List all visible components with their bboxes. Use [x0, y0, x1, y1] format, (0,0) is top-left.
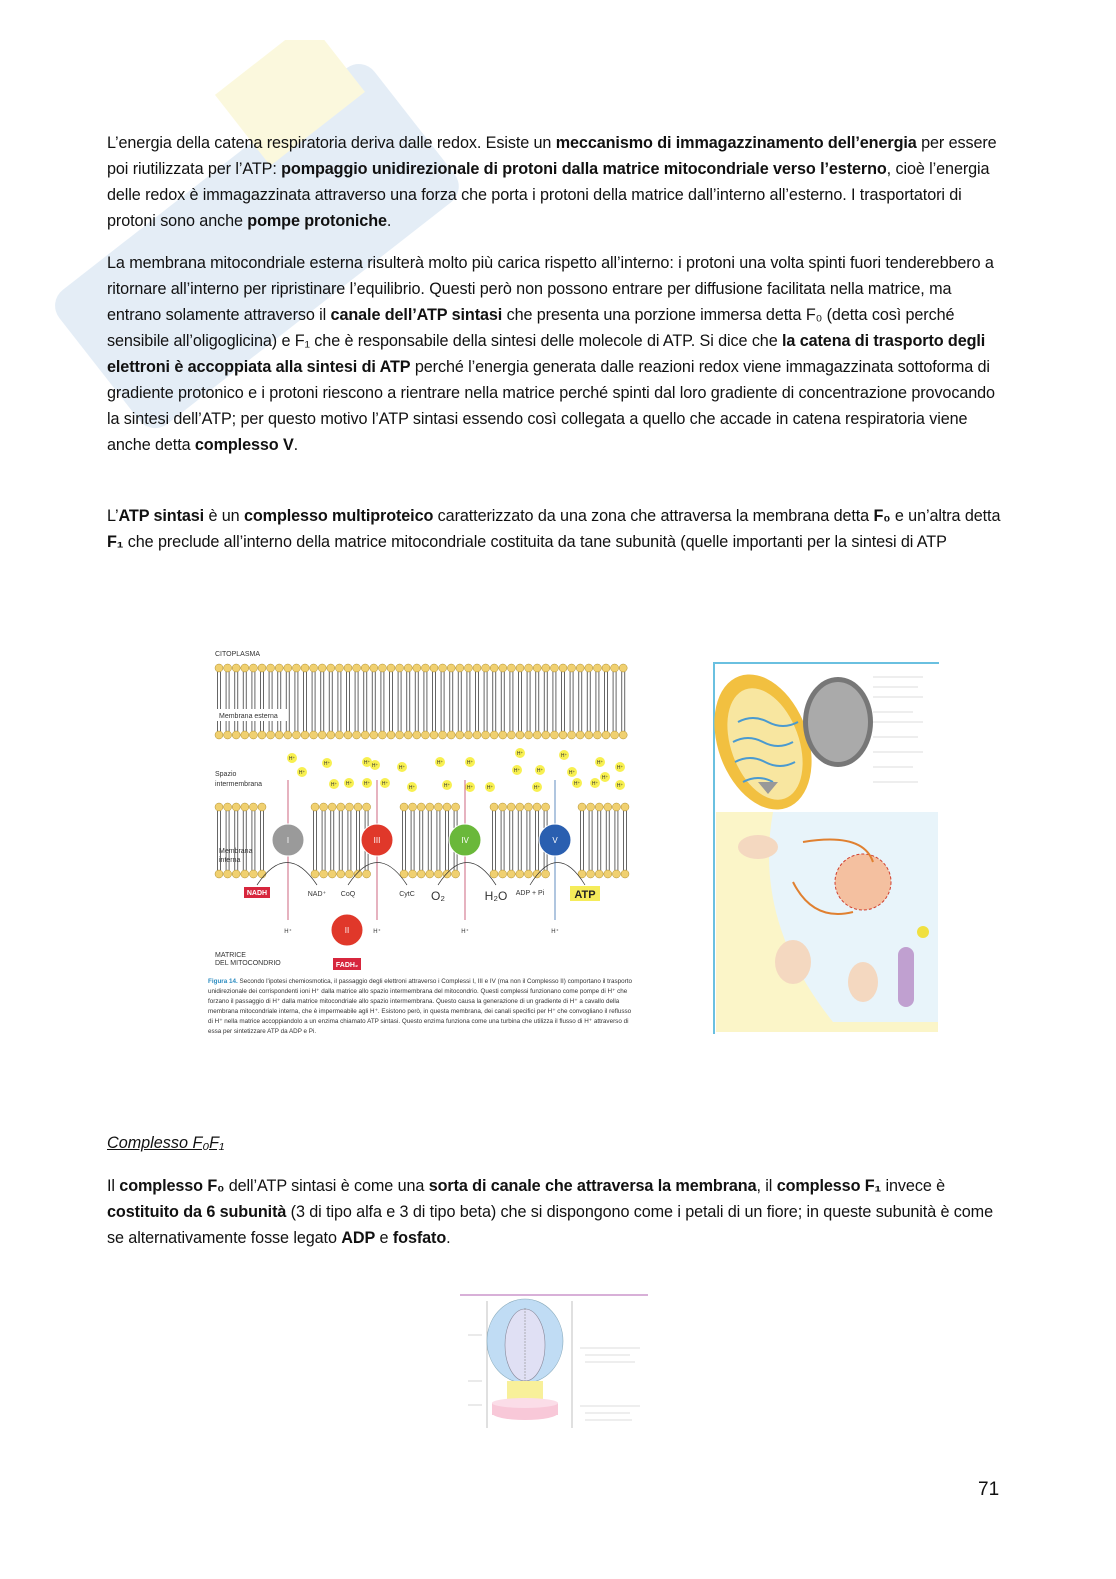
lipid-head [464, 731, 472, 739]
proton-label: H⁺ [398, 765, 406, 771]
lipid-head [443, 803, 451, 811]
text-segment: e [375, 1229, 393, 1247]
lipid-head [363, 870, 371, 878]
bold-text: la catena di trasporto degli elettroni è accoppiata alla sintesi di ATP [107, 332, 986, 376]
section-heading-complesso-f0f1: Complesso F₀F₁ [107, 1134, 225, 1152]
text-segment: La membrana mitocondriale esterna risulterà molto più carica rispetto all’interno: i protoni una volta spinti fuori tenderebbero a ritornare all’interno per ripristinare l’equilibrio. Questi però non possono entrare per diffusione facilitata nella matrice, ma entrano solamente attraverso il [107, 254, 994, 324]
lipid-head [524, 803, 532, 811]
text-segment: e un’altra detta [890, 507, 1001, 525]
label-inner-membrane-1: Membrana [219, 848, 253, 855]
electron-path [438, 863, 496, 886]
text-segment: è un [204, 507, 244, 525]
lipid-head [258, 731, 266, 739]
lipid-head [593, 731, 601, 739]
lipid-head [378, 664, 386, 672]
lipid-head [612, 870, 620, 878]
lipid-head [619, 731, 627, 739]
lipid-head [456, 664, 464, 672]
lipid-head [249, 803, 257, 811]
lipid-head [576, 664, 584, 672]
proton-label: H⁺ [601, 775, 609, 781]
proton-label: H⁺ [323, 761, 331, 767]
electron-path [257, 863, 317, 886]
lipid-head [409, 803, 417, 811]
lipid-head [335, 731, 343, 739]
lipid-head [619, 664, 627, 672]
lipid-head [361, 731, 369, 739]
complex-label: II [344, 926, 350, 935]
label-intermembrane-1: Spazio [215, 771, 237, 778]
lipid-head [241, 870, 249, 878]
page-number: 71 [978, 1479, 1000, 1500]
lipid-head [241, 731, 249, 739]
lipid-head [417, 803, 425, 811]
lipid-head [215, 870, 223, 878]
paragraph-f0f1-complex [107, 1173, 1007, 1251]
text-segment: caratterizzato da una zona che attraversa la membrana detta [433, 507, 874, 525]
lipid-head [267, 731, 275, 739]
proton-markers [287, 748, 625, 792]
label-atp: ATP [574, 889, 596, 901]
lipid-head [550, 664, 558, 672]
label-matrix-2: DEL MITOCONDRIO [215, 960, 281, 967]
proton-label: H⁺ [486, 785, 494, 791]
complex-label: V [552, 836, 558, 845]
bold-text: fosfato [392, 1229, 447, 1247]
bold-text: pompe protoniche [247, 212, 387, 230]
proton-label: H⁺ [513, 768, 521, 774]
paragraph-atp-synthase-structure [107, 503, 1007, 555]
lipid-head [417, 870, 425, 878]
lipid-head [353, 731, 361, 739]
proton-label: H⁺ [616, 765, 624, 771]
lipid-head [378, 731, 386, 739]
lipid-head [249, 731, 257, 739]
lipid-head [335, 664, 343, 672]
lipid-head [258, 664, 266, 672]
lipid-head [516, 731, 524, 739]
label-nad: NAD⁺ [307, 891, 327, 898]
lipid-head [602, 664, 610, 672]
lipid-head [612, 803, 620, 811]
lipid-head [301, 664, 309, 672]
lipid-head [516, 803, 524, 811]
text-segment: , cioè l’energia delle redox è immagazzinata attraverso una forza che porta i protoni della matrice dall’interno all’esterno. I trasportatori di protoni sono anche [107, 160, 990, 230]
lipid-head [318, 664, 326, 672]
proton-label: H⁺ [591, 781, 599, 787]
text-segment: invece è [881, 1177, 946, 1195]
lipid-head [396, 664, 404, 672]
bold-text: ADP [341, 1229, 376, 1247]
label-cytoplasm: CITOPLASMA [215, 651, 260, 658]
caption-text: Secondo l'ipotesi chemiosmotica, il passaggio degli elettroni attraverso i Complessi I, III e IV (ma non il Complesso II) comportano il trasporto unidirezionale dei corrispondenti ioni H⁺ dalla matrice allo spazio intermembrana del mitocondrio. Questi complessi funzionano come pompe di H⁺ che forzano il passaggio di H⁺ dalla matrice mitocondriale allo spazio intermembrana. Questo causa la generazione di un gradiente di H⁺ a cavallo della membrana mitocondriale interna, che è impermeabile agli H⁺. Esistono però, in questa membrana, dei canali specifici per H⁺ che convogliano il reflusso di H⁺ nella matrice accoppiandolo a un enzima chiamato ATP sintasi. Questo enzima funziona come una turbina che utilizza il flusso di H⁺ attraverso di essa per sintetizzare ATP da ADP e Pi. [208, 978, 632, 1035]
label-inner-membrane-2: interna [219, 857, 241, 864]
lipid-head [275, 664, 283, 672]
lipid-head [404, 664, 412, 672]
lipid-head [568, 664, 576, 672]
label-nadh: NADH [246, 890, 268, 897]
bold-text: pompaggio unidirezionale di protoni dalla matrice mitocondriale verso l’esterno [281, 160, 887, 178]
text-segment: che presenta una porzione immersa detta F₀ (detta così perché sensibile all’oligoglicina) e F₁ che è responsabile della sintesi delle molecole di ATP. Si dice che [107, 306, 955, 350]
lipid-head [533, 803, 541, 811]
lipid-head [224, 664, 232, 672]
lipid-head [370, 731, 378, 739]
lipid-head [345, 870, 353, 878]
lipid-head [439, 731, 447, 739]
lipid-head [354, 870, 362, 878]
text-segment: . [293, 436, 299, 454]
text-segment: L’energia della catena respiratoria deriva dalle redox. Esiste un [107, 134, 556, 152]
lipid-head [426, 870, 434, 878]
lipid-head [499, 870, 507, 878]
lipid-head [490, 664, 498, 672]
lipid-head [301, 731, 309, 739]
lipid-head [576, 731, 584, 739]
proton-label: H⁺ [373, 929, 381, 935]
proton-label: H⁺ [288, 756, 296, 762]
lipid-head [490, 731, 498, 739]
lipid-head [516, 664, 524, 672]
lipid-head [320, 870, 328, 878]
lipid-head [559, 664, 567, 672]
proton-label: H⁺ [560, 753, 568, 759]
lipid-head [593, 664, 601, 672]
lipid-head [241, 803, 249, 811]
lipid-head [387, 731, 395, 739]
label-adp-pi: ADP + Pi [515, 890, 545, 897]
lipid-head [232, 870, 240, 878]
lipid-head [249, 664, 257, 672]
label-intermembrane-2: intermembrana [215, 781, 263, 788]
f0f1-structure-figure [460, 1293, 648, 1431]
lipid-head [292, 664, 300, 672]
lipid-head [327, 664, 335, 672]
text-segment: dell’ATP sintasi è come una [224, 1177, 429, 1195]
lipid-head [578, 803, 586, 811]
lipid-head [320, 803, 328, 811]
lipid-head [456, 731, 464, 739]
proton-label: H⁺ [596, 760, 604, 766]
proton-label: H⁺ [371, 763, 379, 769]
lipid-head [310, 731, 318, 739]
lipid-head [611, 731, 619, 739]
lipid-head [447, 731, 455, 739]
lipid-head [473, 731, 481, 739]
lipid-head [490, 803, 498, 811]
lipid-head [525, 664, 533, 672]
lipid-head [602, 731, 610, 739]
lipid-head [344, 731, 352, 739]
bold-text: sorta di canale che attraversa la membrana [428, 1177, 757, 1195]
lipid-head [434, 803, 442, 811]
lipid-head [604, 870, 612, 878]
lipid-head [267, 664, 275, 672]
bold-text: F₀ [873, 507, 891, 525]
lipid-head [559, 731, 567, 739]
paragraph-respiratory-energy [107, 130, 1007, 234]
proton-label: H⁺ [466, 760, 474, 766]
lipid-head [621, 870, 629, 878]
proton-label: H⁺ [536, 768, 544, 774]
lipid-head [542, 803, 550, 811]
text-segment: che preclude all’interno della matrice mitocondriale costituita da tane subunità (quelle importanti per la sintesi di ATP [123, 533, 947, 551]
lipid-head [370, 664, 378, 672]
lipid-head [542, 664, 550, 672]
lipid-head [473, 664, 481, 672]
lipid-head [328, 870, 336, 878]
lipid-head [400, 803, 408, 811]
lipid-head [215, 731, 223, 739]
proton-label: H⁺ [408, 785, 416, 791]
lipid-head [490, 870, 498, 878]
lipid-head [426, 803, 434, 811]
lipid-head [568, 731, 576, 739]
lipid-head [249, 870, 257, 878]
bold-text: meccanismo di immagazzinamento dell’energia [555, 134, 917, 152]
proton-label: H⁺ [616, 783, 624, 789]
lipid-head [344, 664, 352, 672]
lipid-head [413, 731, 421, 739]
lipid-head [413, 664, 421, 672]
bold-text: canale dell’ATP sintasi [330, 306, 503, 324]
caption-label: Figura 14. [208, 978, 238, 985]
lipid-head [284, 664, 292, 672]
lipid-head [232, 664, 240, 672]
lipid-head [434, 870, 442, 878]
lipid-head [387, 664, 395, 672]
lipid-head [499, 731, 507, 739]
lipid-head [516, 870, 524, 878]
lipid-head [464, 664, 472, 672]
lipid-head [499, 803, 507, 811]
lipid-head [284, 731, 292, 739]
proton-label: H⁺ [363, 781, 371, 787]
bold-text: costituito da 6 subunità [107, 1203, 287, 1221]
lipid-head [337, 870, 345, 878]
lipid-head [215, 803, 223, 811]
lipid-head [421, 731, 429, 739]
label-fadh2: FADH₂ [335, 962, 359, 969]
lipid-head [585, 664, 593, 672]
lipid-head [499, 664, 507, 672]
lipid-head [524, 870, 532, 878]
lipid-head [361, 664, 369, 672]
lipid-head [421, 664, 429, 672]
lipid-head [452, 803, 460, 811]
lipid-head [337, 803, 345, 811]
lipid-head [275, 731, 283, 739]
complex-label: III [373, 836, 381, 845]
proton-label: H⁺ [330, 782, 338, 788]
lipid-head [318, 731, 326, 739]
lipid-head [533, 664, 541, 672]
label-matrix-1: MATRICE [215, 952, 246, 959]
lipid-head [345, 803, 353, 811]
lipid-head [224, 803, 232, 811]
lipid-head [241, 664, 249, 672]
paragraph-atp-synthase-channel [107, 250, 1007, 458]
label-o2: O₂ [431, 889, 445, 903]
lipid-head [595, 870, 603, 878]
lipid-head [328, 803, 336, 811]
label-cytc: CytC [399, 891, 415, 898]
text-segment: perché l’energia generata dalle reazioni redox viene immagazzinata sottoforma di gradiente protonico e i protoni riescono a rientrare nella matrice perché spinti dal loro gradiente di concentrazione provocando la sintesi dell’ATP; per questo motivo l’ATP sintasi essendo così collegata a quello che accade in catena respiratoria viene anche detta [107, 358, 995, 454]
lipid-head [311, 870, 319, 878]
mitochondrion-illustration [713, 662, 939, 1034]
lipid-head [587, 803, 595, 811]
proton-label: H⁺ [381, 781, 389, 787]
lipid-head [404, 731, 412, 739]
lipid-head [258, 803, 266, 811]
lipid-head [587, 870, 595, 878]
lipid-head [232, 731, 240, 739]
proton-label: H⁺ [551, 929, 559, 935]
lipid-head [430, 664, 438, 672]
lipid-head [595, 803, 603, 811]
lipid-head [327, 731, 335, 739]
lipid-head [525, 731, 533, 739]
lipid-head [507, 870, 515, 878]
proton-label: H⁺ [436, 760, 444, 766]
lipid-head [604, 803, 612, 811]
text-segment: (3 di tipo alfa e 3 di tipo beta) che si dispongono come i petali di un fiore; in queste subunità è come se alternativamente fosse legato [107, 1203, 993, 1247]
label-h2o: H₂O [484, 889, 508, 903]
proton-label: H⁺ [466, 785, 474, 791]
figure-caption [208, 977, 636, 1037]
lipid-head [292, 731, 300, 739]
lipid-head [396, 731, 404, 739]
proton-label: H⁺ [573, 781, 581, 787]
complex-label: I [286, 836, 290, 845]
lipid-head [311, 803, 319, 811]
lipid-head [232, 803, 240, 811]
lipid-head [621, 803, 629, 811]
lipid-head [452, 870, 460, 878]
proton-label: H⁺ [443, 783, 451, 789]
text-segment: , il [756, 1177, 777, 1195]
proton-label: H⁺ [568, 770, 576, 776]
proton-label: H⁺ [363, 760, 371, 766]
text-segment: Il [107, 1177, 120, 1195]
lipid-head [430, 731, 438, 739]
bold-text: complesso V [194, 436, 294, 454]
lipid-head [482, 664, 490, 672]
lipid-head [550, 731, 558, 739]
lipid-head [224, 731, 232, 739]
label-coq: CoQ [340, 891, 356, 898]
lipid-head [409, 870, 417, 878]
lipid-head [353, 664, 361, 672]
proton-label: H⁺ [298, 770, 306, 776]
bold-text: ATP sintasi [118, 507, 205, 525]
bold-text: complesso multiproteico [243, 507, 434, 525]
proton-label: H⁺ [345, 781, 353, 787]
proton-label: H⁺ [516, 751, 524, 757]
lipid-head [447, 664, 455, 672]
text-segment: per essere poi riutilizzata per l’ATP: [107, 134, 997, 178]
bold-text: F₁ [107, 533, 124, 551]
lipid-head [542, 731, 550, 739]
proton-label: H⁺ [461, 929, 469, 935]
lipid-head [611, 664, 619, 672]
lipid-head [482, 731, 490, 739]
text-segment: . [386, 212, 392, 230]
lipid-head [215, 664, 223, 672]
proton-label: H⁺ [533, 785, 541, 791]
text-segment: . [446, 1229, 451, 1247]
label-outer-membrane: Membrana esterna [219, 713, 278, 720]
lipid-head [585, 731, 593, 739]
lipid-head [533, 731, 541, 739]
lipid-head [258, 870, 266, 878]
lipid-head [439, 664, 447, 672]
lipid-head [507, 664, 515, 672]
lipid-head [310, 664, 318, 672]
lipid-head [507, 731, 515, 739]
text-segment: L’ [107, 507, 119, 525]
lipid-head [363, 803, 371, 811]
lipid-head [533, 870, 541, 878]
complex-label: IV [461, 836, 469, 845]
proton-label: H⁺ [284, 929, 292, 935]
lipid-head [507, 803, 515, 811]
lipid-head [354, 803, 362, 811]
lipid-head [224, 870, 232, 878]
lipid-head [542, 870, 550, 878]
bold-text: complesso F₀ [119, 1177, 225, 1195]
bold-text: complesso F₁ [776, 1177, 882, 1195]
